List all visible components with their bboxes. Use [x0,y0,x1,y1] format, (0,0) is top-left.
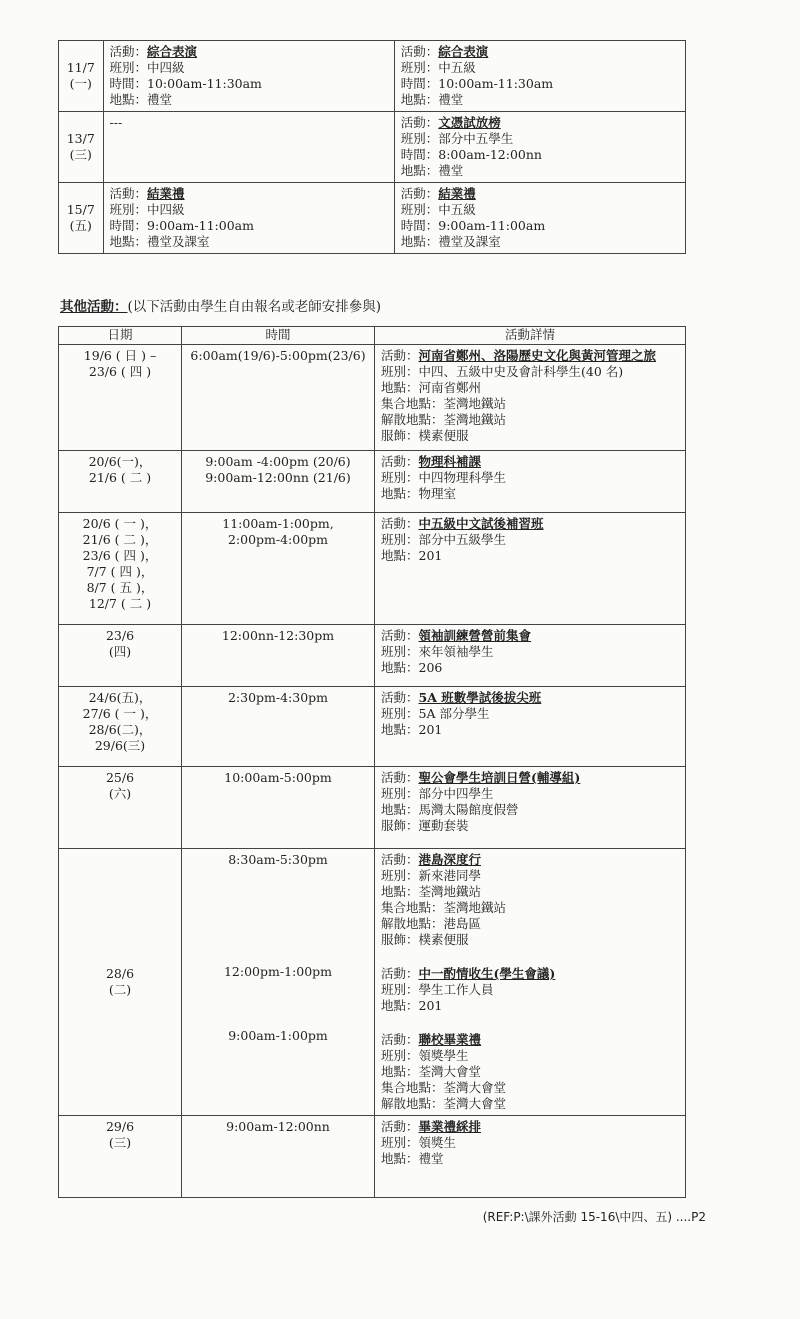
table-row [59,451,686,513]
detail-line: 集合地點：荃灣地鐵站 [381,396,507,411]
date-line: (二) [108,982,132,997]
table-row [59,345,686,451]
details-cell [375,849,686,1116]
time-line: 2:00pm-4:00pm [227,532,329,547]
date: 13/7 [66,131,95,146]
time-cell [182,687,375,767]
date-line: (六) [108,786,132,801]
activity-label: 活動： [381,1032,419,1047]
time-cell [182,513,375,625]
venue-line: 地點：禮堂 [400,92,464,107]
activity-label: 活動： [381,516,419,531]
date-line: 28/6 [105,966,135,981]
date-cell [59,625,182,687]
activity-label: 活動： [381,454,419,469]
date-cell [59,513,182,625]
weekday: (一) [69,76,92,91]
activity-label: 活動： [381,770,419,785]
date-line: 29/6(三) [94,738,146,753]
activity-name: 中一酌情收生(學生會議) [418,966,556,981]
activity-label: 活動：綜合表演 [400,44,489,59]
date-cell [59,1116,182,1198]
details-cell [375,1116,686,1198]
details-cell [375,345,686,451]
activity-label: 活動： [381,852,419,867]
time-line: 11:00am-1:00pm, [222,516,334,531]
form4-cell [103,41,394,112]
detail-line: 地點：荃灣地鐵站 [381,884,482,899]
date-cell [59,451,182,513]
weekday: (五) [69,218,92,233]
activity-name: 物理科補課 [418,454,482,469]
date-cell [59,41,104,112]
detail-line: 班別：部分中四學生 [381,786,494,801]
date-line: 27/6 ( 一 )， [82,706,158,721]
activity-label: 活動： [381,690,419,705]
detail-line: 班別：學生工作人員 [381,982,494,997]
table-row [59,513,686,625]
detail-line: 服飾：樸素便服 [381,932,469,947]
empty-dash: --- [109,115,123,130]
detail-line: 班別：來年領袖學生 [381,644,494,659]
activity-name: 聯校畢業禮 [418,1032,482,1047]
date-line: 23/6 [105,628,135,643]
activity-name: 文憑試放榜 [438,115,501,130]
heading-title: 其他活動： [60,299,128,315]
activity-label: 活動： [381,348,419,363]
date-cell [59,687,182,767]
time-line: 時間：10:00am-11:30am [400,76,554,91]
details-cell [375,687,686,767]
class-line: 班別：中五級 [400,202,476,217]
activity-label: 活動：結業禮 [109,186,185,201]
activity-name: 結業禮 [438,186,476,201]
header-details: 活動詳情 [375,327,686,345]
detail-line: 集合地點：荃灣地鐵站 [381,900,507,915]
detail-line: 解散地點：荃灣大會堂 [381,1096,507,1111]
venue-line: 地點：禮堂及課室 [109,234,210,249]
detail-line: 班別：新來港同學 [381,868,482,883]
table-row [59,1116,686,1198]
activity-name: 領袖訓練營營前集會 [418,628,532,643]
details-cell [375,767,686,849]
date-line: (四) [108,644,132,659]
date-line: 20/6 ( 一 )， [82,516,158,531]
class-line: 班別：中五級 [400,60,476,75]
activity-label: 活動：文憑試放榜 [400,115,501,130]
form5-cell [394,112,685,183]
form5-cell [394,41,685,112]
form4-cell [103,183,394,254]
date-line: 21/6 ( 二 )， [82,532,158,547]
form4-cell [103,112,394,183]
table-row [59,625,686,687]
activity-label: 活動： [381,966,419,981]
date-line: 28/6(二)， [88,722,152,737]
time-line: 9:00am-12:00nn (21/6) [205,470,351,485]
activity-name: 綜合表演 [147,44,198,59]
time-line: 9:00am-12:00nn [226,1119,330,1134]
time-line: 8:30am-5:30pm [228,852,328,867]
date-line: 20/6(一)， [88,454,152,469]
activity-name: 河南省鄭州、洛陽歷史文化與黃河管理之旅 [418,348,657,363]
time-line: 時間：9:00am-11:00am [109,218,254,233]
table-row [59,41,686,112]
detail-line: 班別：中四、五級中史及會計科學生(40 名) [381,364,624,379]
detail-line: 地點：荃灣大會堂 [381,1064,482,1079]
header-date: 日期 [59,327,182,345]
time-line: 時間：8:00am-12:00nn [400,147,542,162]
graduation-schedule-table [58,40,686,254]
detail-line: 班別：領獎生 [381,1135,457,1150]
heading-note: (以下活動由學生自由報名或老師安排參與) [127,299,382,315]
time-cell [182,625,375,687]
details-cell [375,513,686,625]
table-row [59,767,686,849]
activity-name: 結業禮 [147,186,185,201]
date: 15/7 [66,202,95,217]
time-line: 時間：10:00am-11:30am [109,76,262,91]
date-line: 29/6 [105,1119,135,1134]
table-header-row [59,327,686,345]
activity-label: 活動： [381,1119,419,1134]
date-line: (三) [108,1135,132,1150]
table-row [59,112,686,183]
activity-name: 聖公會學生培訓日營(輔導組) [418,770,581,785]
date-cell [59,112,104,183]
header-time: 時間 [182,327,375,345]
activity-name: 港島深度行 [418,852,482,867]
time-cell [182,345,375,451]
form5-cell [394,183,685,254]
detail-line: 班別：5A 部分學生 [381,706,490,721]
detail-line: 地點：河南省鄭州 [381,380,482,395]
date-line: 23/6 ( 四 )， [82,548,158,563]
date-line: 8/7 ( 五 )， [86,580,154,595]
class-line: 班別：中四級 [109,202,185,217]
table-row [59,687,686,767]
page-reference-footer: (REF:P:\課外活動 15-16\中四、五) ....P2 [482,1210,706,1224]
time-cell [182,767,375,849]
date-line: 21/6 ( 二 ) [88,470,152,485]
detail-line: 班別：中四物理科學生 [381,470,507,485]
time-line: 6:00am(19/6)-5:00pm(23/6) [190,348,366,363]
date-cell [59,183,104,254]
time-line: 10:00am-5:00pm [224,770,332,785]
date-cell [59,345,182,451]
class-line: 班別：中四級 [109,60,185,75]
time-line: 9:00am-1:00pm [228,1028,328,1043]
time-cell [182,1116,375,1198]
venue-line: 地點：禮堂 [400,163,464,178]
detail-line: 地點：禮堂 [381,1151,444,1166]
date-line: 19/6 ( 日 ) – [83,348,157,363]
table-row [59,849,686,1116]
date: 11/7 [66,60,95,75]
detail-line: 地點：206 [381,660,443,675]
detail-line: 地點：201 [381,998,443,1013]
table-row [59,183,686,254]
venue-line: 地點：禮堂 [109,92,173,107]
activity-label: 活動：結業禮 [400,186,476,201]
date-line: 12/7 ( 二 ) [88,596,152,611]
detail-line: 地點：物理室 [381,486,457,501]
time-line: 時間：9:00am-11:00am [400,218,546,233]
activity-name: 中五級中文試後補習班 [418,516,544,531]
details-cell [375,451,686,513]
time-line: 2:30pm-4:30pm [227,690,329,705]
activity-name: 畢業禮綵排 [418,1119,482,1134]
date-cell [59,849,182,1116]
activity-name: 5A 班數學試後拔尖班 [418,690,542,705]
detail-line: 班別：部分中五級學生 [381,532,507,547]
date-cell [59,767,182,849]
detail-line: 地點：馬灣太陽館度假營 [381,802,519,817]
time-line: 12:00pm-1:00pm [223,964,333,979]
detail-line: 服飾：樸素便服 [381,428,469,443]
date-line: 24/6(五)， [88,690,152,705]
venue-line: 地點：禮堂及課室 [400,234,501,249]
detail-line: 地點：201 [381,722,443,737]
time-line: 9:00am -4:00pm (20/6) [205,454,351,469]
activity-name: 綜合表演 [438,44,489,59]
detail-line: 服飾：運動套裝 [381,818,469,833]
class-line: 班別：部分中五學生 [400,131,514,146]
detail-line: 解散地點：港島區 [381,916,482,931]
detail-line: 地點：201 [381,548,443,563]
date-line: 25/6 [105,770,135,785]
detail-line: 集合地點：荃灣大會堂 [381,1080,507,1095]
date-line: 23/6 ( 四 ) [88,364,152,379]
time-cell [182,849,375,1116]
detail-line: 解散地點：荃灣地鐵站 [381,412,507,427]
activity-label: 活動： [381,628,419,643]
time-cell [182,451,375,513]
detail-line: 班別：領獎學生 [381,1048,469,1063]
date-line: 7/7 ( 四 )， [86,564,154,579]
activity-label: 活動：綜合表演 [109,44,198,59]
weekday: (三) [69,147,92,162]
other-activities-table [58,326,686,1198]
other-activities-heading [60,299,381,315]
time-line: 12:00nn-12:30pm [221,628,335,643]
details-cell [375,625,686,687]
